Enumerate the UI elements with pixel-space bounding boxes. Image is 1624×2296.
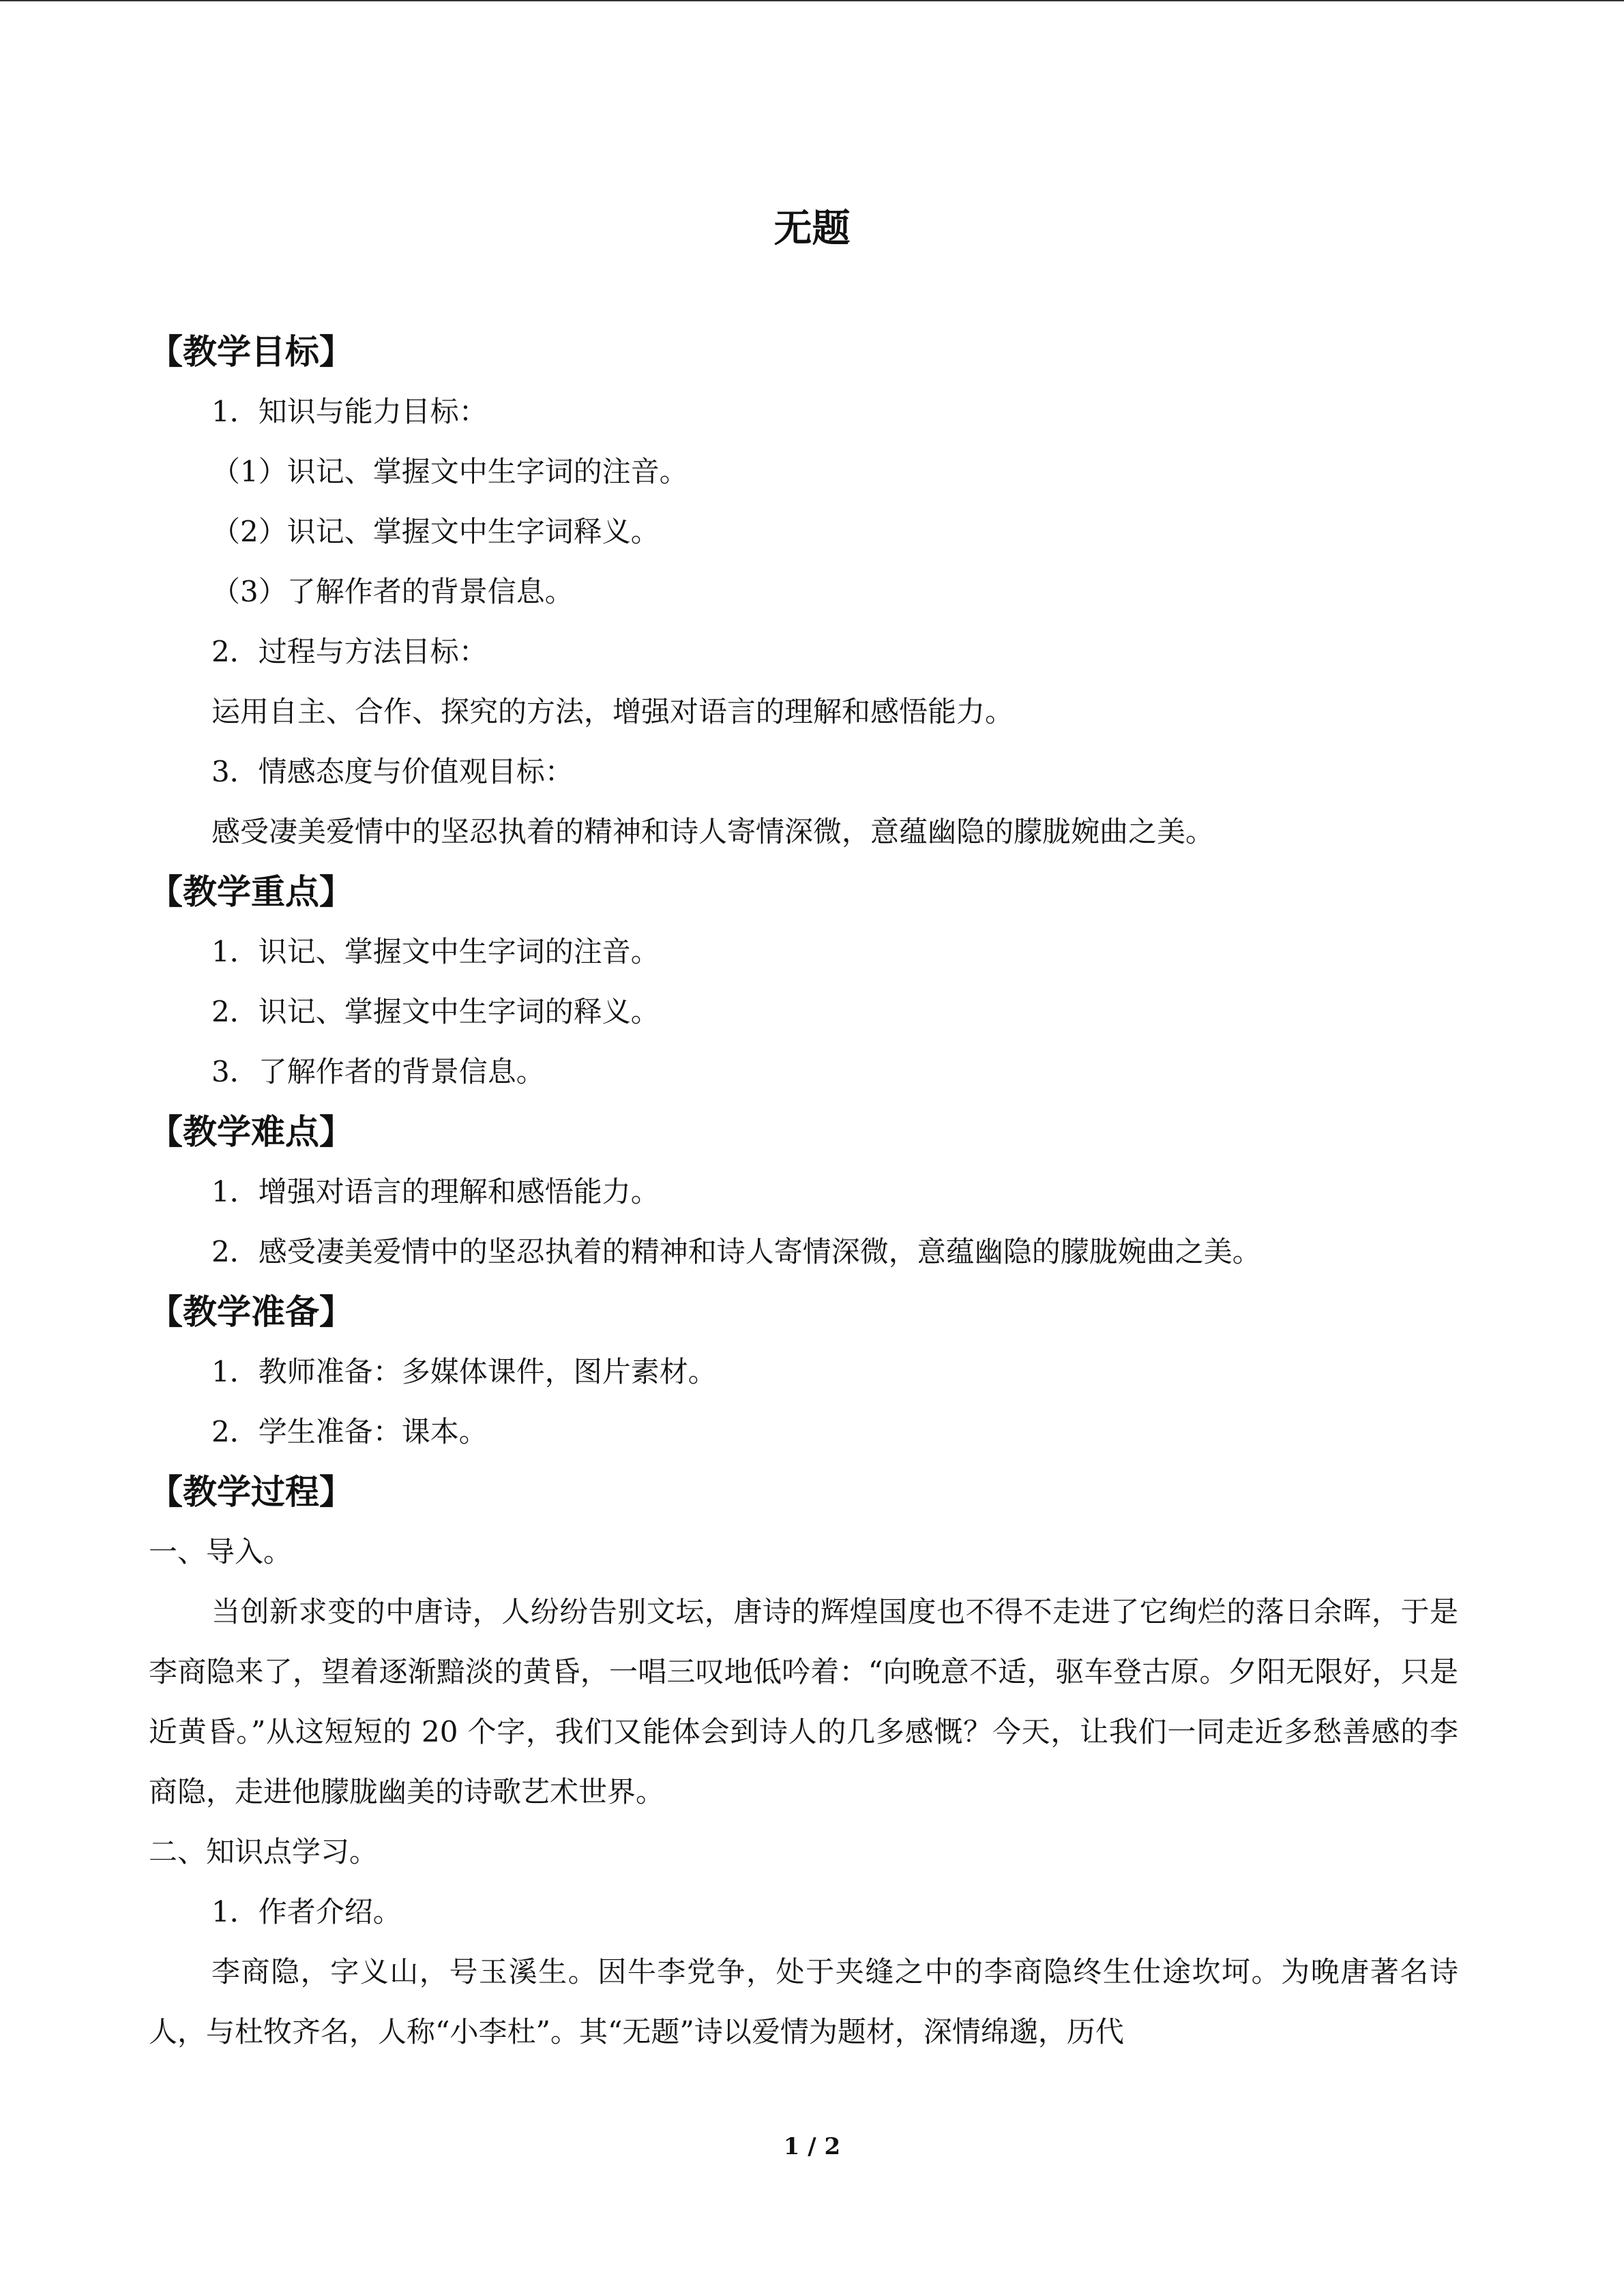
focus-line: 1．识记、掌握文中生字词的注音。 xyxy=(211,935,660,968)
goals-line: 运用自主、合作、探究的方法，增强对语言的理解和感悟能力。 xyxy=(211,695,1014,728)
difficulty-line: 2．感受凄美爱情中的坚忍执着的精神和诗人寄情深微，意蕴幽隐的朦胧婉曲之美。 xyxy=(211,1235,1261,1268)
section-heading-difficulty: 【教学难点】 xyxy=(149,1112,353,1152)
section-heading-goals: 【教学目标】 xyxy=(149,332,353,372)
page-title: 无题 xyxy=(773,207,851,251)
document-body xyxy=(149,322,1458,2062)
goals-line: 1．知识与能力目标： xyxy=(211,395,488,428)
process-part-heading: 一、导入。 xyxy=(149,1535,293,1568)
section-heading-focus: 【教学重点】 xyxy=(149,872,353,912)
author-paragraph: 李商隐，字义山，号玉溪生。因牛李党争，处于夹缝之中的李商隐终生仕途坎坷。为晚唐著名诗人，与杜牧齐名，人称“小李杜”。其“无题”诗以爱情为题材，深情绵邈，历代 xyxy=(149,1955,1458,2048)
goals-line: 感受凄美爱情中的坚忍执着的精神和诗人寄情深微，意蕴幽隐的朦胧婉曲之美。 xyxy=(211,815,1215,848)
prep-line: 2．学生准备：课本。 xyxy=(211,1415,488,1448)
process-subheading: 1．作者介绍。 xyxy=(211,1895,402,1928)
goals-line: （3）了解作者的背景信息。 xyxy=(211,575,574,608)
section-heading-prep: 【教学准备】 xyxy=(149,1292,353,1332)
difficulty-line: 1．增强对语言的理解和感悟能力。 xyxy=(211,1175,660,1208)
goals-line: （2）识记、掌握文中生字词释义。 xyxy=(211,515,660,548)
focus-line: 3．了解作者的背景信息。 xyxy=(211,1055,545,1088)
focus-line: 2．识记、掌握文中生字词的释义。 xyxy=(211,995,660,1028)
top-border xyxy=(0,0,1624,1)
prep-line: 1．教师准备：多媒体课件，图片素材。 xyxy=(211,1355,717,1388)
intro-paragraph: 当创新求变的中唐诗，人纷纷告别文坛，唐诗的辉煌国度也不得不走进了它绚烂的落日余晖，于是李商隐来了，望着逐渐黯淡的黄昏，一唱三叹地低吟着：“向晚意不适，驱车登古原。夕阳无限好，只是近黄昏。”从这短短的 20 个字，我们又能体会到诗人的几多感慨？今天，让我们一同走近多愁善感的李商隐，走进他朦胧幽美的诗歌艺术世界。 xyxy=(149,1595,1458,1808)
page-number: 1 / 2 xyxy=(783,2133,841,2160)
goals-line: （1）识记、掌握文中生字词的注音。 xyxy=(211,455,688,488)
goals-line: 3．情感态度与价值观目标： xyxy=(211,755,574,788)
process-part-heading: 二、知识点学习。 xyxy=(149,1835,379,1868)
section-heading-process: 【教学过程】 xyxy=(149,1472,353,1512)
goals-line: 2．过程与方法目标： xyxy=(211,635,488,668)
